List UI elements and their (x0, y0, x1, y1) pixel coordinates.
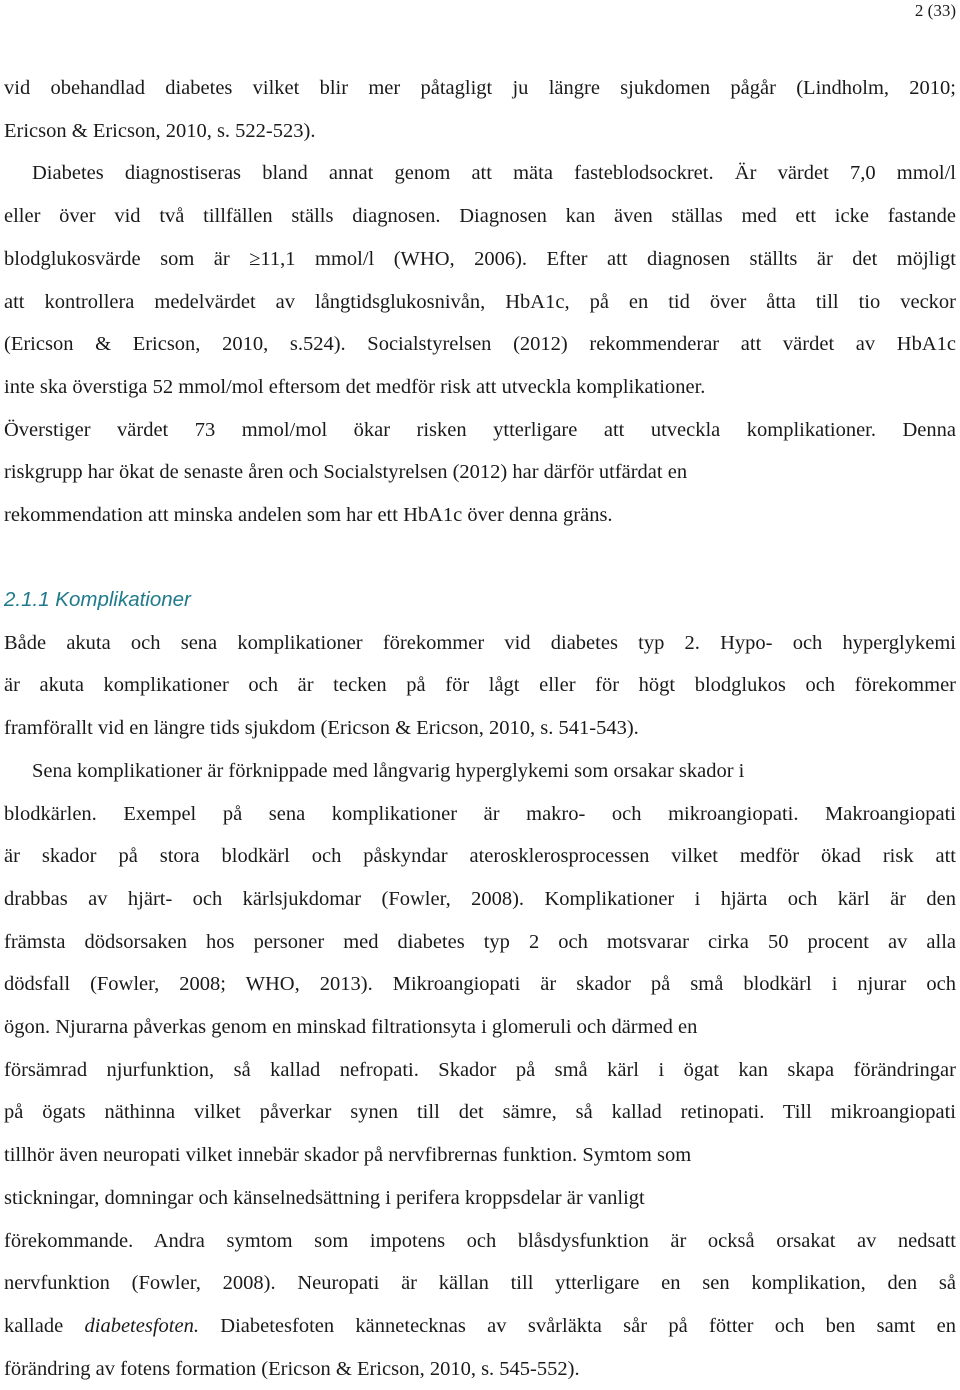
page-number: 2 (33) (914, 1, 956, 20)
text-line: eller över vid två tillfällen ställs diagnosen. Diagnosen kan även ställas med ett icke fastande (4, 205, 956, 228)
text-line: inte ska överstiga 52 mmol/mol eftersom det medför risk att utveckla komplikationer. (4, 375, 706, 398)
text-line: framförallt vid en längre tids sjukdom (Ericson & Ericson, 2010, s. 541-543). (4, 717, 639, 740)
text-line: försämrad njurfunktion, så kallad nefropati. Skador på små kärl i ögat kan skapa förändringar (4, 1058, 956, 1081)
text-line: förekommande. Andra symtom som impotens och blåsdysfunktion är också orsakat av nedsatt (4, 1229, 956, 1252)
text-line: riskgrupp har ökat de senaste åren och Socialstyrelsen (2012) har därför utfärdat en (4, 461, 688, 484)
intro-text-block (4, 67, 956, 537)
text-line: drabbas av hjärt- och kärlsjukdomar (Fowler, 2008). Komplikationer i hjärta och kärl är den (4, 887, 956, 910)
text-fragment: Diabetesfoten kännetecknas av svårläkta sår på fötter och ben samt en (198, 1314, 956, 1337)
text-line: Diabetes diagnostiseras bland annat genom att mäta fasteblodsockret. Är värdet 7,0 mmol/l (32, 162, 956, 185)
text-line: vid obehandlad diabetes vilket blir mer påtagligt ju längre sjukdomen pågår (Lindholm, 2010; (4, 77, 956, 99)
text-line: ögon. Njurarna påverkas genom en minskad filtrationsyta i glomeruli och därmed en (4, 1016, 698, 1039)
section-heading: 2.1.1 Komplikationer (4, 588, 191, 611)
text-line: Överstiger värdet 73 mmol/mol ökar risken ytterligare att utveckla komplikationer. Denna (4, 418, 956, 441)
text-line: blodkärlen. Exempel på sena komplikationer är makro- och mikroangiopati. Makroangiopati (4, 802, 956, 825)
text-line: dödsfall (Fowler, 2008; WHO, 2013). Mikroangiopati är skador på små blodkärl i njurar och (4, 973, 956, 996)
text-line: nervfunktion (Fowler, 2008). Neuropati är källan till ytterligare en sen komplikation, den så (4, 1272, 956, 1295)
text-line: förändring av fotens formation (Ericson & Ericson, 2010, s. 545-552). (4, 1357, 580, 1380)
text-line: främsta dödsorsaken hos personer med diabetes typ 2 och motsvarar cirka 50 procent av alla (4, 930, 956, 953)
text-line: rekommendation att minska andelen som har ett HbA1c över denna gräns. (4, 504, 613, 527)
text-line: blodglukosvärde som är ≥11,1 mmol/l (WHO, 2006). Efter att diagnosen ställts är det möjligt (4, 247, 956, 270)
complications-section (4, 579, 956, 1390)
text-line: att kontrollera medelvärdet av långtidsglukosnivån, HbA1c, på en tid över åtta till tio veckor (4, 290, 956, 313)
text-line: (Ericson & Ericson, 2010, s.524). Socialstyrelsen (2012) rekommenderar att värdet av HbA1c (4, 333, 956, 356)
text-line-with-emphasis (4, 1305, 956, 1348)
emphasized-term: diabetesfoten. (84, 1314, 199, 1337)
text-line: är akuta komplikationer och är tecken på för lågt eller för högt blodglukos och förekommer (4, 674, 956, 697)
text-line: tillhör även neuropati vilket innebär skador på nervfibrernas funktion. Symtom som (4, 1144, 692, 1167)
text-line: Ericson & Ericson, 2010, s. 522-523). (4, 119, 316, 142)
text-line: är skador på stora blodkärl och påskyndar aterosklerosprocessen vilket medför ökad risk att (4, 845, 956, 868)
text-fragment: kallade (4, 1314, 85, 1337)
text-line: på ögats näthinna vilket påverkar synen till det sämre, så kallad retinopati. Till mikroangiopati (4, 1101, 956, 1124)
text-line: Sena komplikationer är förknippade med långvarig hyperglykemi som orsakar skador i (32, 759, 745, 782)
text-line: stickningar, domningar och känselnedsättning i perifera kroppsdelar är vanligt (4, 1186, 645, 1209)
text-line: Både akuta och sena komplikationer förekommer vid diabetes typ 2. Hypo- och hyperglykemi (4, 631, 956, 654)
